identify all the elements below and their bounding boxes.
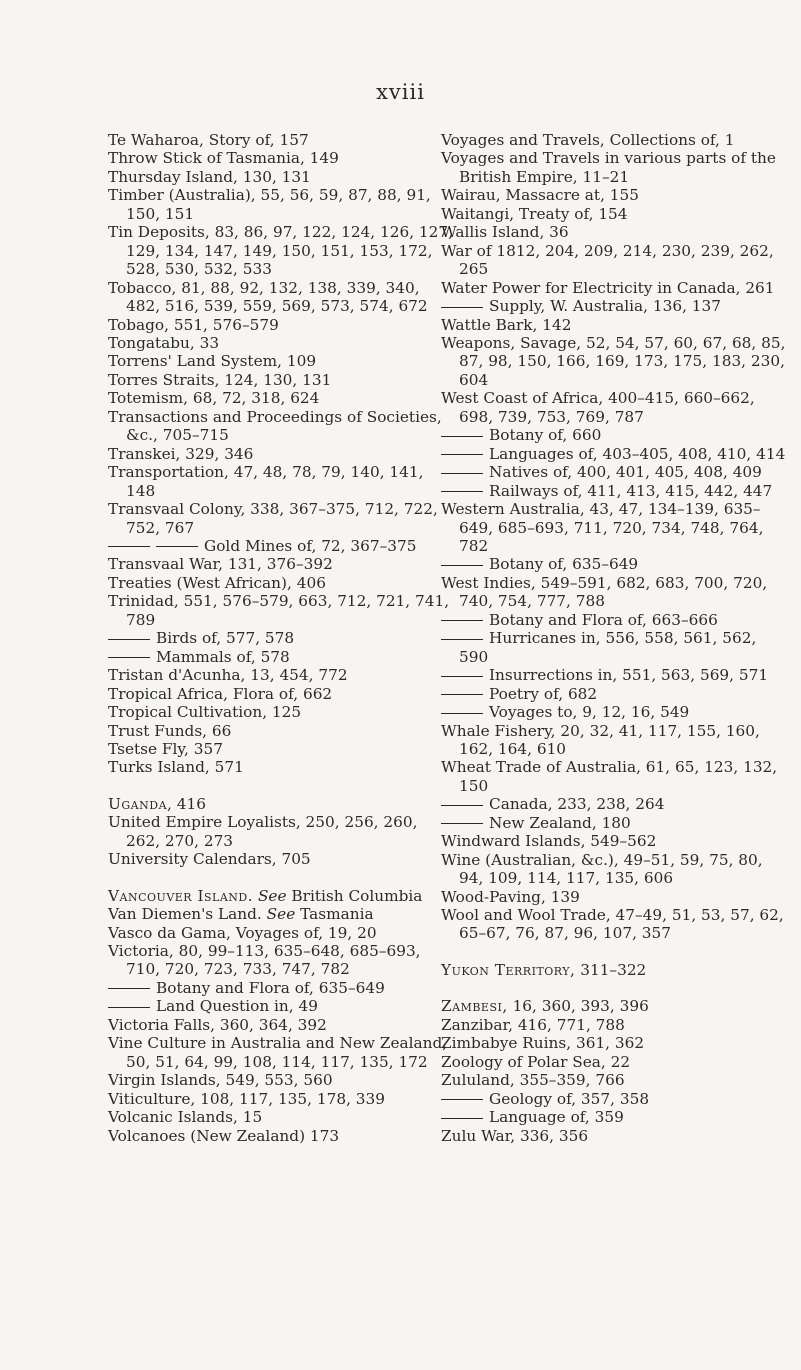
index-entry: Wood-Paving, 139 [441, 887, 580, 906]
index-subentry: Voyages to, 9, 12, 16, 549 [441, 703, 786, 721]
index-entry: Zimbabye Ruins, 361, 362 [441, 1034, 645, 1053]
index-subentry: Languages of, 403–405, 408, 410, 414 [441, 445, 786, 463]
index-entry: West Coast of Africa, 400–415, 660–662, 698, 739, 753, 769, 787 [441, 389, 755, 426]
index-entry: Te Waharoa, Story of, 157 [108, 131, 309, 149]
ditto-dash [108, 639, 150, 640]
index-entry: Wine (Australian, &c.), 49–51, 59, 75, 80, 94, 109, 114, 117, 135, 606 [441, 850, 763, 888]
ditto-dash [441, 454, 483, 455]
index-subentry: Canada, 233, 238, 264 [441, 795, 786, 813]
index-subentry: Natives of, 400, 401, 405, 408, 409 [441, 463, 786, 481]
index-entry: Whale Fishery, 20, 32, 41, 117, 155, 160, 162, 164, 610 [441, 721, 760, 758]
index-entry: Trust Funds, 66 [108, 721, 232, 740]
index-subentry: Botany of, 660 [441, 426, 786, 444]
index-entry: Zambesi, 16, 360, 393, 396 [441, 997, 649, 1016]
index-entry: West Indies, 549–591, 682, 683, 700, 720, 740, 754, 777, 788 [441, 573, 768, 611]
index-entry: Tin Deposits, 83, 86, 97, 122, 124, 126, 127, 129, 134, 147, 149, 150, 151, 153, 172, 528, 530, 532, 533 [108, 223, 453, 279]
index-column-left [108, 131, 453, 1145]
index-entry: Totemism, 68, 72, 318, 624 [108, 389, 320, 408]
index-entry: Turks Island, 571 [108, 758, 244, 777]
index-subentry: Birds of, 577, 578 [108, 629, 453, 647]
ditto-dash [108, 657, 150, 658]
index-entry: Volcanic Islands, 15 [108, 1108, 263, 1127]
index-entry: Tropical Africa, Flora of, 662 [108, 684, 333, 703]
index-entry: Tristan d'Acunha, 13, 454, 772 [108, 666, 348, 685]
index-entry: Wool and Wool Trade, 47–49, 51, 53, 57, 62, 65–67, 76, 87, 96, 107, 357 [441, 906, 784, 943]
index-entry: Windward Islands, 549–562 [441, 832, 657, 851]
index-subentry: Land Question in, 49 [108, 997, 453, 1015]
ditto-dash [441, 491, 483, 492]
ditto-dash [441, 713, 483, 714]
index-entry: Waitangi, Treaty of, 154 [441, 204, 628, 223]
ditto-dash [441, 1118, 483, 1119]
index-entry: Tsetse Fly, 357 [108, 739, 223, 758]
index-entry: Wairau, Massacre at, 155 [441, 186, 640, 205]
index-subentry: Botany of, 635–649 [441, 555, 786, 573]
index-entry: Tobacco, 81, 88, 92, 132, 138, 339, 340, 482, 516, 539, 559, 569, 573, 574, 672 [108, 278, 428, 316]
index-subentry: Mammals of, 578 [108, 648, 453, 666]
index-entry: Vine Culture in Australia and New Zealand, 50, 51, 64, 99, 108, 114, 117, 135, 172 [108, 1034, 448, 1071]
index-entry: Van Diemen's Land. See Tasmania [108, 905, 374, 924]
index-entry: University Calendars, 705 [108, 850, 311, 869]
ditto-dash [441, 307, 483, 308]
ditto-dash [441, 436, 483, 437]
index-entry: Transvaal Colony, 338, 367–375, 712, 722, 752, 767 [108, 500, 438, 537]
index-entry: Victoria Falls, 360, 364, 392 [108, 1015, 327, 1034]
index-column-right [441, 131, 786, 1145]
index-subentry: Botany and Flora of, 663–666 [441, 611, 786, 629]
index-entry: Western Australia, 43, 47, 134–139, 635–649, 685–693, 711, 720, 734, 748, 764, 782 [441, 500, 764, 555]
index-entry: Timber (Australia), 55, 56, 59, 87, 88, 91, 150, 151 [108, 186, 431, 223]
index-entry: Throw Stick of Tasmania, 149 [108, 149, 339, 168]
index-entry: Zanzibar, 416, 771, 788 [441, 1015, 625, 1034]
index-entry: Wallis Island, 36 [441, 223, 569, 242]
ditto-dash [441, 805, 483, 806]
index-entry: Tongatabu, 33 [108, 333, 220, 352]
index-subentry: Gold Mines of, 72, 367–375 [108, 537, 453, 555]
index-entry: Voyages and Travels, Collections of, 1 [441, 131, 735, 149]
index-subentry: Poetry of, 682 [441, 685, 786, 703]
index-subentry: Geology of, 357, 358 [441, 1090, 786, 1108]
index-entry: Water Power for Electricity in Canada, 261 [441, 278, 775, 297]
index-entry: Voyages and Travels in various parts of the British Empire, 11–21 [441, 149, 776, 186]
index-subentry: Railways of, 411, 413, 415, 442, 447 [441, 482, 786, 500]
ditto-dash [441, 565, 483, 566]
index-entry: Transactions and Proceedings of Societies, &c., 705–715 [108, 407, 442, 445]
index-entry: Thursday Island, 130, 131 [108, 167, 311, 186]
index-subentry: Insurrections in, 551, 563, 569, 571 [441, 666, 786, 684]
index-entry: Viticulture, 108, 117, 135, 178, 339 [108, 1089, 385, 1108]
index-entry: Treaties (West African), 406 [108, 573, 326, 592]
index-entry: Virgin Islands, 549, 553, 560 [108, 1071, 333, 1090]
index-entry: Victoria, 80, 99–113, 635–648, 685–693, 710, 720, 723, 733, 747, 782 [108, 942, 421, 979]
index-entry: Tobago, 551, 576–579 [108, 315, 279, 334]
index-entry: Weapons, Savage, 52, 54, 57, 60, 67, 68, 85, 87, 98, 150, 166, 169, 173, 175, 183, 230, 604 [441, 333, 786, 389]
index-entry: Wattle Bark, 142 [441, 315, 572, 334]
index-subentry: Supply, W. Australia, 136, 137 [441, 297, 786, 315]
index-entry: Transvaal War, 131, 376–392 [108, 555, 333, 574]
ditto-dash [108, 988, 150, 989]
index-entry: Yukon Territory, 311–322 [441, 960, 647, 979]
index-entry: Tropical Cultivation, 125 [108, 703, 302, 722]
page-number: xviii [376, 80, 425, 104]
index-entry: War of 1812, 204, 209, 214, 230, 239, 262, 265 [441, 241, 774, 279]
index-entry: Volcanoes (New Zealand) 173 [108, 1126, 340, 1145]
index-subentry: Language of, 359 [441, 1108, 786, 1126]
index-entry: Vasco da Gama, Voyages of, 19, 20 [108, 923, 377, 942]
ditto-dash [441, 1099, 483, 1100]
index-entry: Torres Straits, 124, 130, 131 [108, 370, 332, 389]
index-subentry: Botany and Flora of, 635–649 [108, 979, 453, 997]
ditto-dash [156, 546, 198, 547]
index-entry: Torrens' Land System, 109 [108, 352, 317, 371]
index-subentry: New Zealand, 180 [441, 814, 786, 832]
index-entry: Transportation, 47, 48, 78, 79, 140, 141, 148 [108, 463, 424, 500]
index-entry: Zulu War, 336, 356 [441, 1126, 589, 1145]
index-entry: Uganda, 416 [108, 794, 206, 813]
ditto-dash [108, 1007, 150, 1008]
index-entry: United Empire Loyalists, 250, 256, 260, 262, 270, 273 [108, 813, 418, 850]
index-entry: Transkei, 329, 346 [108, 444, 254, 463]
index-subentry: Hurricanes in, 556, 558, 561, 562, 590 [441, 629, 786, 666]
ditto-dash [441, 473, 483, 474]
ditto-dash [441, 620, 483, 621]
ditto-dash [108, 546, 150, 547]
ditto-dash [441, 823, 483, 824]
index-entry: Vancouver Island. See British Columbia [108, 886, 423, 905]
ditto-dash [441, 694, 483, 695]
ditto-dash [441, 676, 483, 677]
ditto-dash [441, 639, 483, 640]
index-entry: Wheat Trade of Australia, 61, 65, 123, 132, 150 [441, 758, 778, 795]
index-entry: Trinidad, 551, 576–579, 663, 712, 721, 741, 789 [108, 592, 450, 629]
index-entry: Zululand, 355–359, 766 [441, 1071, 625, 1090]
index-entry: Zoology of Polar Sea, 22 [441, 1052, 631, 1071]
